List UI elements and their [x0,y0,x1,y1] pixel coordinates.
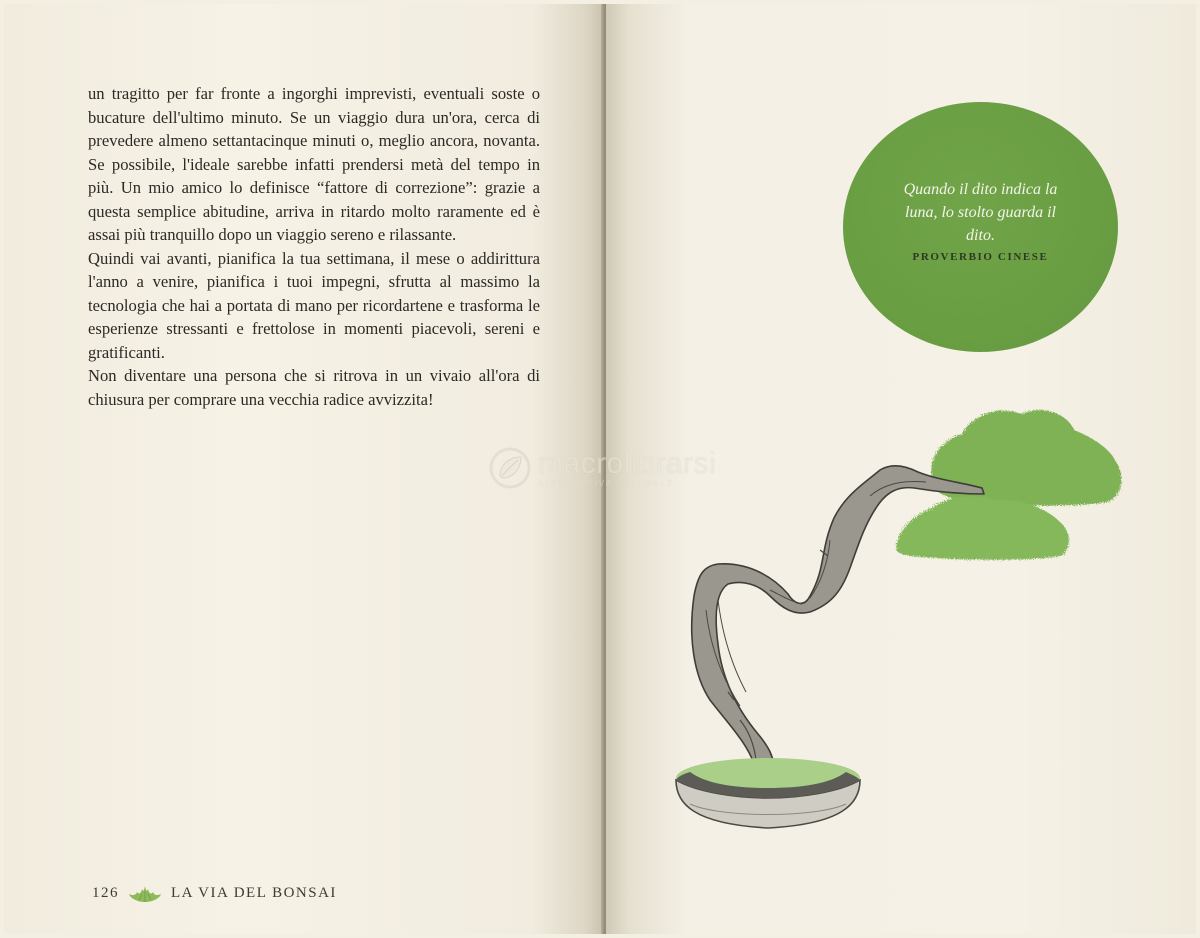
bonsai-icon [127,882,163,904]
paragraph-1: un tragitto per far fronte a ingorghi imprevisti, eventuali soste o bucature dell'ultimo minuto. Se un viaggio dura un'ora, cerca di prevedere almeno settantacinque minuti o, meglio ancora, novanta. Se possibile, l'ideale sarebbe infatti prendersi metà del tempo in più. Un mio amico lo definisce “fattore di correzione”: grazie a questa semplice abitudine, arriva in ritardo molto raramente ed è assai più tranquillo dopo un viaggio sereno e rilassante. [88,84,540,244]
page-number: 126 [92,884,119,901]
page-footer [92,882,337,904]
watermark-name: macrolibrarsi [538,446,717,480]
quote-author: PROVERBIO CINESE [912,250,1049,263]
watermark-tagline: ALTERNATIVA NATURALE [538,478,675,488]
quote-text: Quando il dito indica la luna, lo stolto guarda il dito. [903,180,1058,244]
foliage-lower [896,496,1069,560]
body-text [88,82,540,411]
leaf-logo-icon [488,446,532,490]
quote-circle [843,102,1118,352]
bonsai-tree-illustration [670,400,1140,850]
watermark [488,446,716,490]
paragraph-2: Quindi vai avanti, pianifica la tua settimana, il mese o addirittura l'anno a venire, pianifica i tuoi impegni, sfrutta al massimo la tecnologia che hai a portata di mano per ricordartene e trasforma le esperienze stressanti e frettolose in momenti piacevoli, sereni e gratificanti. [88,248,540,362]
paragraph-3: Non diventare una persona che si ritrova in un vivaio all'ora di chiusura per comprare una vecchia radice avvizzita! [88,366,540,409]
book-title: LA VIA DEL BONSAI [171,884,337,901]
